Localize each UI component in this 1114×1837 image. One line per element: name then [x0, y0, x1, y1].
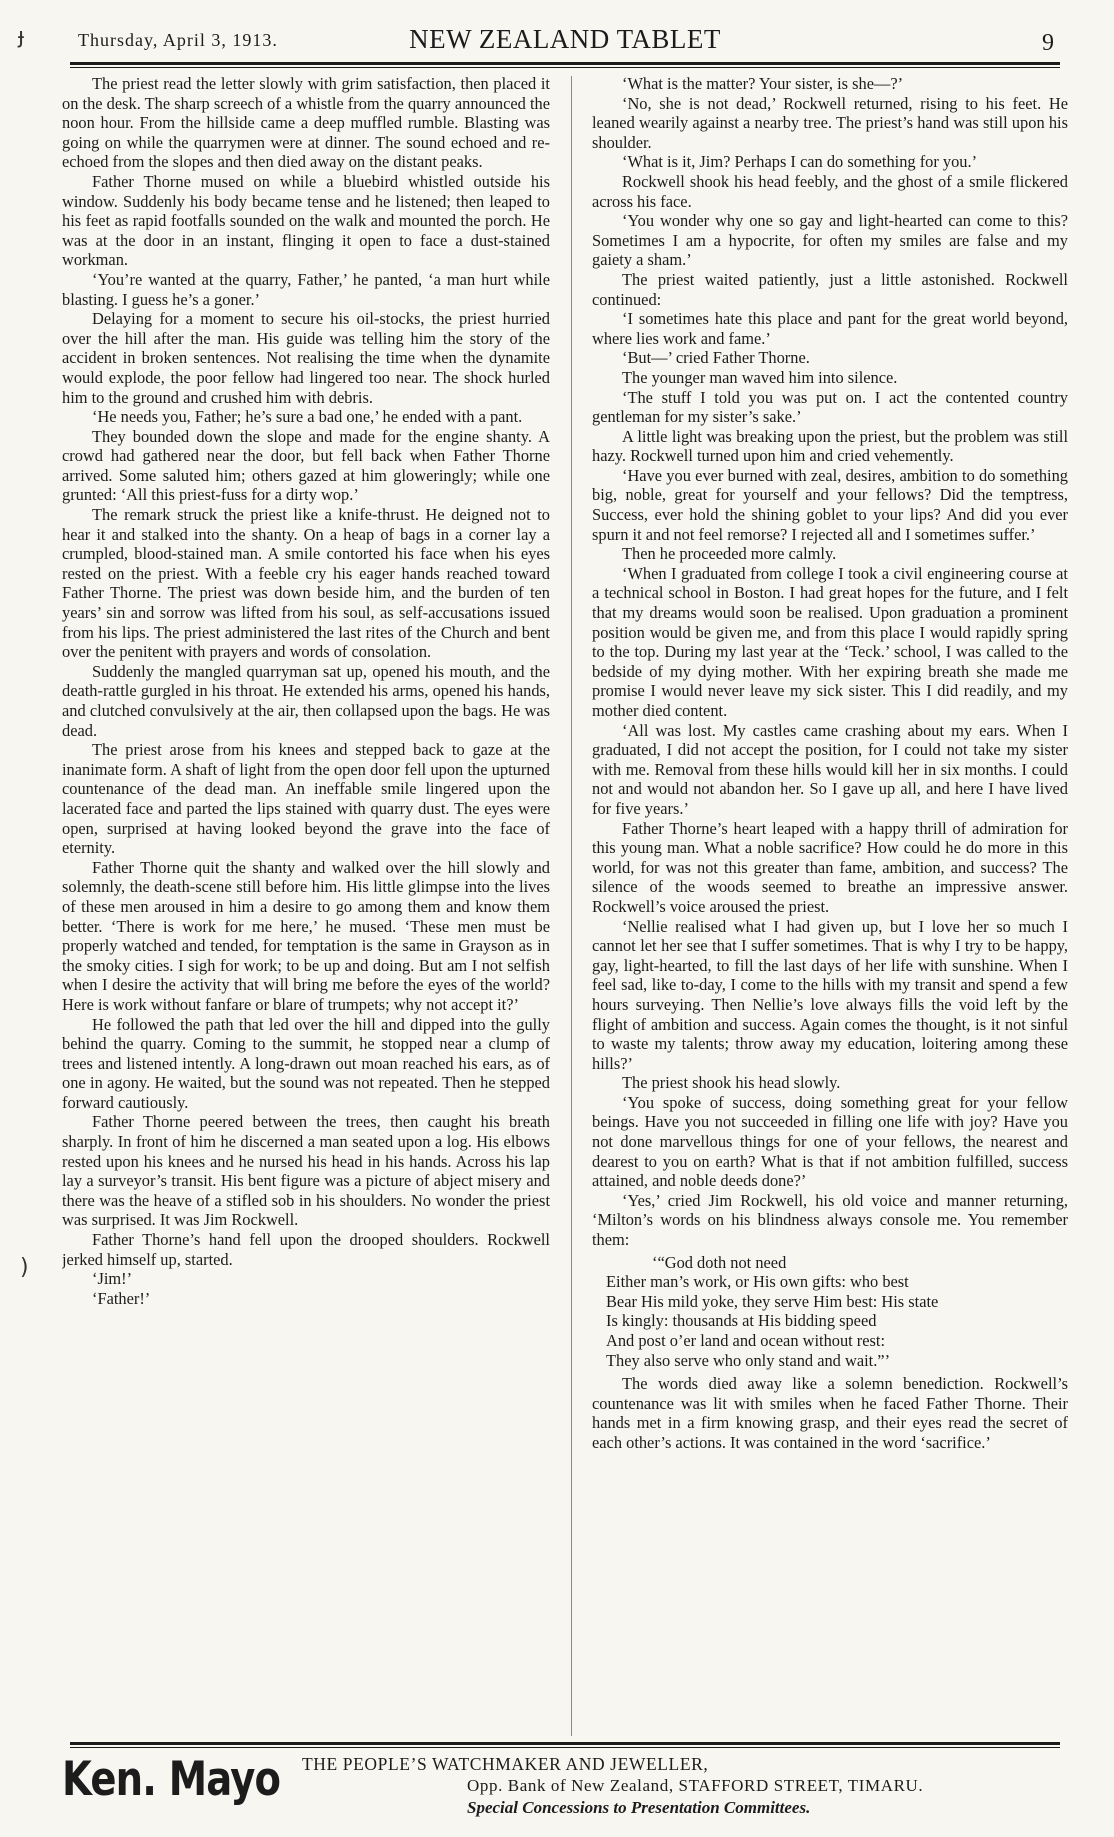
paragraph: ‘The stuff I told you was put on. I act the contented country gentleman for my sister’s sake.’ [592, 387, 1068, 427]
paragraph: He followed the path that led over the hill and dipped into the gully behind the quarry. Coming to the summit, he stopped near a clump of trees and listened intently. A long-drawn out moan reached his ears, as of one in agony. He waited, but the sound was not repeated. Then he stepped forward cautiously. [62, 1014, 550, 1112]
paragraph: Father Thorne’s heart leaped with a happy thrill of admiration for this young man. What a noble sacrifice? How could he do more in this world, for was not this greater than fame, ambition, and success? The silence of the woods seemed to breathe an impressive answer. Rockwell’s voice aroused the priest. [592, 818, 1068, 916]
advertiser-name: Ken. Mayo [62, 1752, 281, 1807]
poem-line: ‘“God doth not need [652, 1252, 787, 1272]
poem-line: Bear His mild yoke, they serve Him best: His state [606, 1291, 939, 1311]
paragraph: The younger man waved him into silence. [622, 367, 898, 387]
paragraph: Father Thorne mused on while a bluebird whistled outside his window. Suddenly his body became tense and he listened; then leaped to his feet as rapid footfalls sounded on the walk and mounted the porch. He was at the door in an instant, flinging it open to face a dust-stained workman. [62, 171, 550, 270]
paragraph: ‘He needs you, Father; he’s sure a bad one,’ he ended with a pant. [92, 407, 523, 427]
header-rule-thin [70, 67, 1060, 68]
article-column-right [592, 74, 1068, 1744]
poem-line: And post o’er land and ocean without rest: [606, 1331, 886, 1350]
paragraph: ‘You wonder why one so gay and light-hearted can come to this? Sometimes I am a hypocrite, for often my smiles are false and my gaiety a sham.’ [592, 211, 1068, 270]
footer-rule-thin [70, 1747, 1060, 1748]
page-header [70, 24, 1060, 60]
right-column-text [592, 74, 1068, 1250]
ad-note: Special Concessions to Presentation Committees. [467, 1798, 811, 1817]
article-column-left [62, 74, 550, 1744]
ad-tagline: THE PEOPLE’S WATCHMAKER AND JEWELLER, [302, 1754, 709, 1774]
column-divider [571, 76, 572, 1736]
right-column-conclusion [592, 1374, 1068, 1452]
poem-line: Is kingly: thousands at His bidding speed [606, 1311, 877, 1331]
paragraph: ‘What is the matter? Your sister, is she—?’ [622, 74, 904, 93]
paragraph: ‘Nellie realised what I had given up, but I love her so much I cannot let her see that I suffer sometimes. That is why I try to be happy, gay, light-hearted, to fill the last days of her life with sunshine. When I feel sad, like to-day, I come to the hills with my transit and spend a few hours surveying. Then Nellie’s love always fills the void left by the flight of ambition and success. Again comes the thought, is it not sinful to waste my talents; throw away my education, loitering among these hills?’ [592, 916, 1068, 1073]
paragraph: They bounded down the slope and made for the engine shanty. A crowd had gathered near the door, but fell back when Father Thorne arrived. Some saluted him; others gazed at him gloweringly; while one grunted: ‘All this priest-fuss for a dirty wop.’ [62, 426, 550, 505]
paragraph: The priest shook his head slowly. [622, 1073, 841, 1093]
poem-line: They also serve who only stand and wait.”’ [606, 1350, 891, 1370]
advertisement [62, 1752, 1062, 1832]
paragraph: A little light was breaking upon the priest, but the problem was still hazy. Rockwell turned upon him and cried vehemently. [592, 426, 1068, 466]
paragraph: The priest arose from his knees and stepped back to gaze at the inanimate form. A shaft of light from the open door fell upon the upturned countenance of the dead man. An ineffable smile lingered upon the lacerated face and parted the lips stained with quarry dust. The eyes were open, surprised at having looked beyond the grave into the face of eternity. [62, 740, 550, 858]
masthead-title: NEW ZEALAND TABLET [409, 24, 721, 54]
ad-address: Opp. Bank of New Zealand, STAFFORD STREET, TIMARU. [467, 1776, 924, 1795]
poem-line: Either man’s work, or His own gifts: who best [606, 1272, 909, 1292]
paragraph: ‘When I graduated from college I took a civil engineering course at a technical school in Boston. I had great hopes for the future, and I felt that my dreams would soon be realised. Upon graduation a prominent position would be given me, and from this place I would rapidly spring to the top. During my last year at the ‘Teck.’ school, I was called to the bedside of my dying mother. With her expiring breath she made me promise I would never leave my sick sister. This I did readily, and my mother died content. [592, 563, 1068, 720]
paragraph: ‘All was lost. My castles came crashing about my ears. When I graduated, I did not accept the position, for I could not take my sister with me. Removal from these hills would kill her in six months. I could not and would not abandon her. So I gave up all, and here I have lived for five years.’ [592, 720, 1068, 818]
page-number: 9 [1042, 30, 1054, 56]
paragraph: ‘Yes,’ cried Jim Rockwell, his old voice and manner returning, ‘Milton’s words on his blindness always console me. You remember them: [592, 1190, 1068, 1250]
paragraph: ‘No, she is not dead,’ Rockwell returned, rising to his feet. He leaned wearily against a nearby tree. The priest’s hand was still upon his shoulder. [592, 93, 1068, 152]
paragraph: Suddenly the mangled quarryman sat up, opened his mouth, and the death-rattle gurgled in his throat. He extended his arms, opened his hands, and clutched convulsively at the air, then collapsed upon the bags. He was dead. [62, 661, 550, 740]
issue-date: Thursday, April 3, 1913. [78, 30, 278, 50]
paragraph: The words died away like a solemn benediction. Rockwell’s countenance was lit with smiles when he faced Father Thorne. Their hands met in a firm knowing grasp, and their eyes read the secret of each other’s actions. It was contained in the word ‘sacrifice.’ [592, 1374, 1068, 1452]
paragraph: Father Thorne quit the shanty and walked over the hill slowly and solemnly, the death-scene still before him. His little glimpse into the lives of these men aroused in him a desire to go among them and know them better. ‘There is work for me here,’ he mused. ‘These men must be properly watched and tended, for temptation is the same in Grayson as in the smoky cities. I sigh for work; to be up and doing. But am I not selfish when I desire the activity that will bring me before the eyes of the world? Here is work without fanfare or blare of trumpets; why not accept it?’ [62, 857, 550, 1014]
paragraph: Rockwell shook his head feebly, and the ghost of a smile flickered across his face. [592, 171, 1068, 211]
paragraph: The remark struck the priest like a knife-thrust. He deigned not to hear it and stalked into the shanty. On a heap of bags in a corner lay a crumpled, blood-stained man. A smile contorted his face when his eyes rested on the priest. With a feeble cry his eager hands reached toward Father Thorne. The priest was down beside him, and the burden of ten years’ sin and sorrow was lifted from his soul, as self-accusations issued from his lips. The priest administered the last rites of the Church and bent over the penitent with prayers and words of consolation. [62, 505, 550, 662]
paragraph: ‘I sometimes hate this place and pant for the great world beyond, where lies work and fame.’ [592, 309, 1068, 348]
paragraph: Then he proceeded more calmly. [622, 544, 837, 564]
margin-mark-side: ) [20, 1255, 29, 1280]
margin-mark-top: ɟ [18, 24, 25, 49]
paragraph: The priest waited patiently, just a little astonished. Rockwell continued: [592, 269, 1068, 309]
paragraph: ‘Have you ever burned with zeal, desires, ambition to do something big, noble, great for yourself and your fellows? Did the temptress, Success, ever hold the shining goblet to your lips? And did you ever spurn it and not feel remorse? I rejected all and I sometimes suffer.’ [592, 465, 1068, 544]
header-rule [70, 62, 1060, 65]
paragraph: ‘But—’ cried Father Thorne. [622, 348, 810, 368]
footer-rule [70, 1742, 1060, 1745]
paragraph: ‘What is it, Jim? Perhaps I can do something for you.’ [622, 152, 978, 172]
paragraph: ‘Father!’ [92, 1288, 151, 1308]
paragraph: ‘You spoke of success, doing something great for your fellow beings. Have you not succeeded in filling one life with joy? Have you not done marvellous things for one of your fellows, the nearest and dearest to you on earth? What is that if not ambition fulfilled, success attained, and noble deeds done?’ [592, 1092, 1068, 1191]
paragraph: Father Thorne peered between the trees, then caught his breath sharply. In front of him he discerned a man seated upon a log. His elbows rested upon his knees and he nursed his head in his hands. Across his lap lay a surveyor’s transit. His bent figure was a picture of abject misery and there was the heave of a stifled sob in his shoulders. No wonder the priest was surprised. It was Jim Rockwell. [62, 1112, 550, 1230]
paragraph: Delaying for a moment to secure his oil-stocks, the priest hurried over the hill after the man. His guide was telling him the story of the accident in broken sentences. Not realising the time when the dynamite would explode, the poor fellow had lingered too near. The shock hurled him to the ground and crushed him with debris. [62, 309, 550, 407]
milton-poem [606, 1253, 1068, 1371]
paragraph: ‘You’re wanted at the quarry, Father,’ he panted, ‘a man hurt while blasting. I guess he’s a goner.’ [62, 269, 550, 309]
paragraph: ‘Jim!’ [92, 1269, 133, 1289]
paragraph: Father Thorne’s hand fell upon the drooped shoulders. Rockwell jerked himself up, started. [62, 1230, 550, 1269]
paragraph: The priest read the letter slowly with grim satisfaction, then placed it on the desk. The sharp screech of a whistle from the quarry announced the noon hour. From the hillside came a deep muffled rumble. Blasting was going on while the quarrymen were at dinner. The sound echoed and re-echoed from the slopes and then died away on the distant peaks. [62, 74, 550, 172]
